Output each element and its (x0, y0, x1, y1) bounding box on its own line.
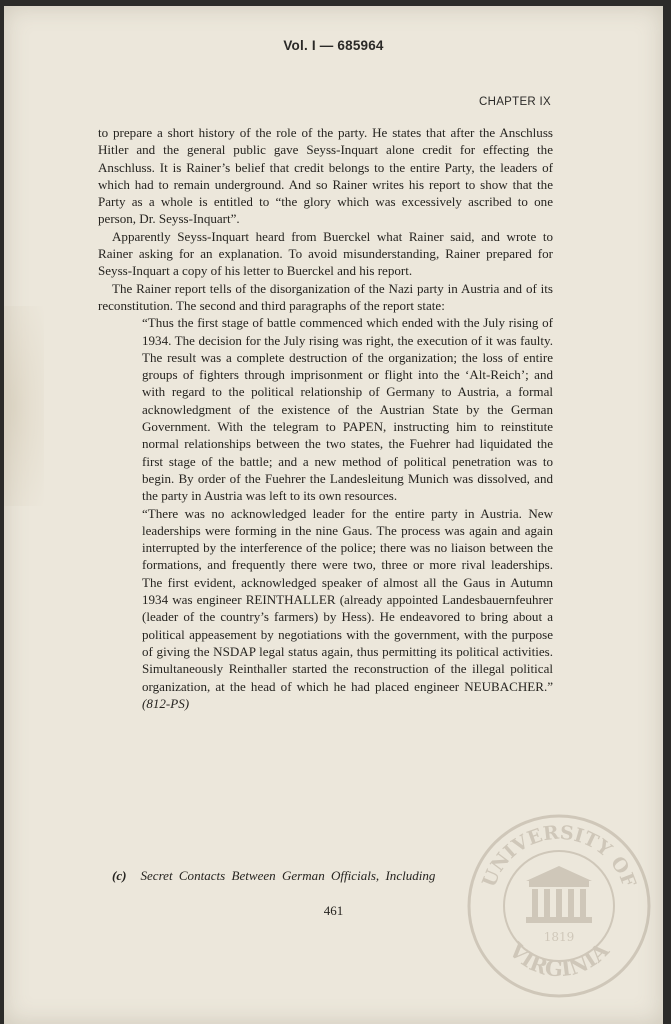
subsection-label: (c) (112, 868, 127, 883)
page-number: 461 (323, 903, 344, 918)
university-seal-watermark (464, 811, 654, 1001)
block-quote-1: “Thus the first stage of battle commenced which ended with the July rising of 1934. The decision for the July rising was right, the execution of it was faulty. The result was a complete destruction of the organization; the loss of entire groups of fighters through imprisonment or flight into the ‘Alt-Reich’; and with regard to the political relationship of Germany to Austria, a formal acknowledgment of the existence of the Austrian State by the German Government. With the telegram to PAPEN, instructing him to reinstitute normal relationships between the two states, the Fuehrer had liquidated the first stage of the battle; and a new method of political penetration was to begin. By order of the Fuehrer the Landesleitung Munich was dissolved, and the party in Austria was left to its own resources. (142, 315, 553, 504)
paragraph-1: to prepare a short history of the role of the party. He states that after the Anschluss Hitler and the general public gave Seyss-Inquart alone credit for effecting the Anschluss. It is Rainer’s belief that credit belongs to the entire Party, the leaders of which had to remain underground. And so Rainer writes his report to show that the Party as a whole is entitled to “the glory which was excessively ascribed to one person, Dr. Seyss-Inquart”. (98, 125, 553, 227)
document-citation: (812-PS) (142, 695, 190, 711)
svg-text:VIRGINIA: VIRGINIA (504, 937, 614, 982)
paper-stain (4, 306, 44, 506)
subsection-title: Secret Contacts Between German Officials, Including (140, 868, 436, 883)
block-quote-2 (142, 505, 553, 713)
block-quote-2-text: “There was no acknowledged leader for the entire party in Austria. New leaderships were forming in the nine Gaus. The process was again and again interrupted by the interference of the police; there was no liaison between the formations, and frequently there were two, three or more rival leaderships. The first evident, acknowledged speaker of almost all the Gaus in Autumn 1934 was engineer REINTHALLER (already appointed Landesbauernfeuhrer (leader of the country’s farmers) by Hess). He endeavored to bring about a political appeasement by negotiations with the government, with the purpose of giving the NSDAP legal status again, thus permitting its political activities. Simultaneously Reinthaller started the reconstruction of the illegal political organization, at the head of which he had placed engineer NEUBACHER.” (142, 505, 553, 694)
chapter-heading: CHAPTER IX (478, 96, 551, 108)
page-header-title: Vol. I — 685964 (283, 38, 384, 53)
document-page (4, 6, 663, 1024)
paragraph-3: The Rainer report tells of the disorganization of the Nazi party in Austria and of its reconstitution. The second and third paragraphs of the report state: (98, 280, 553, 313)
svg-text:UNIVERSITY OF: UNIVERSITY OF (478, 821, 640, 891)
body-text (98, 124, 553, 712)
svg-text:1819: 1819 (543, 930, 575, 944)
paragraph-2: Apparently Seyss-Inquart heard from Buerckel what Rainer said, and wrote to Rainer asking for an explanation. To avoid misunderstanding, Rainer prepared for Seyss-Inquart a copy of his letter to Buerckel and his report. (98, 228, 553, 279)
